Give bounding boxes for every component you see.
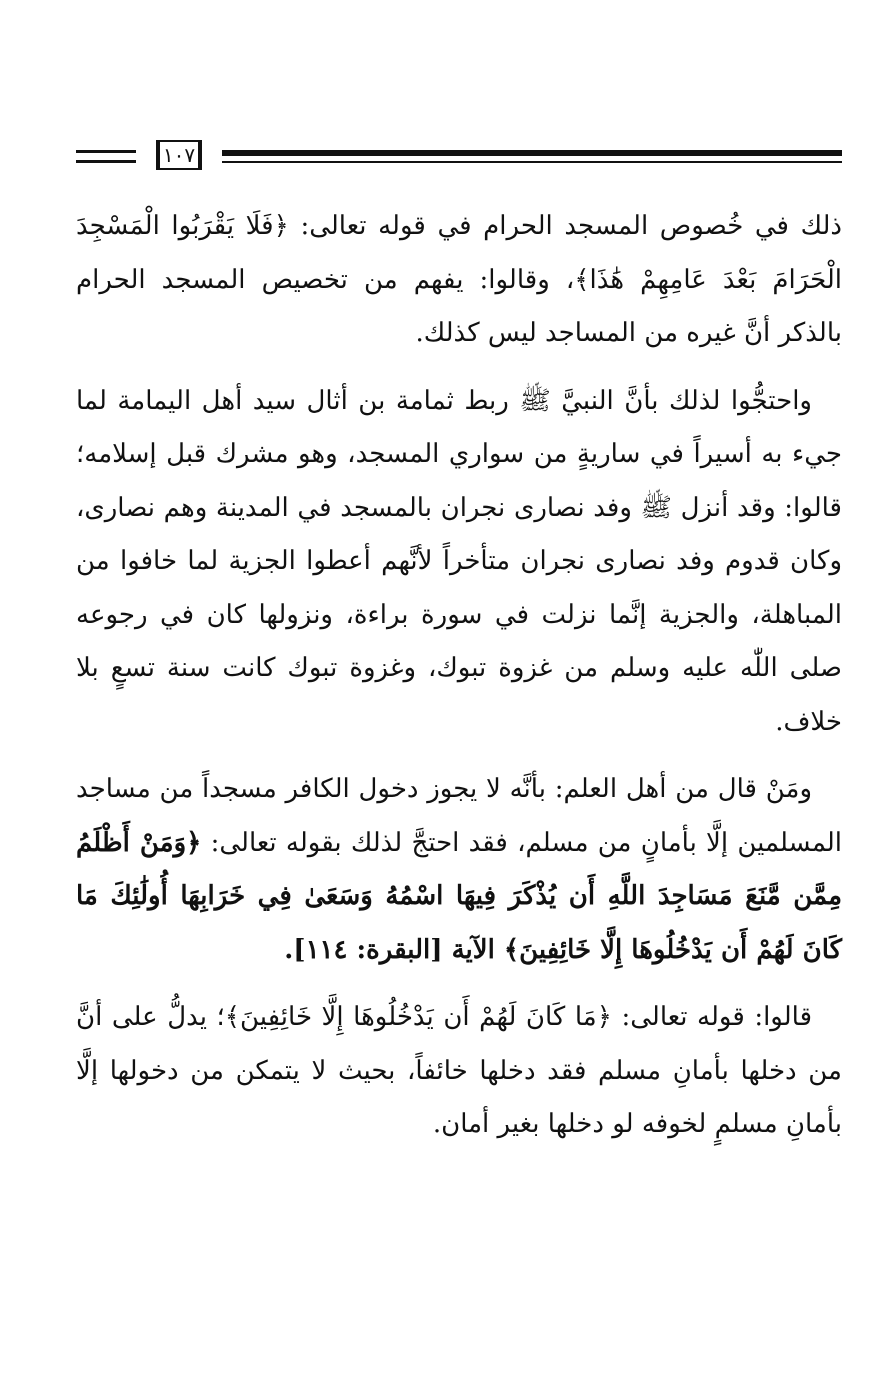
text-line: قالوا: قوله تعالى: ﴿مَا كَانَ لَهُمْ أَن يَدْخُلُوهَا إِلَّا خَائِفِينَ﴾؛ يدلُّ [157, 1002, 813, 1032]
text-line: لأنَّهم أعطوا الجزية لما خافوا من المباهلة، والجزية إنَّما نزلت [76, 546, 842, 630]
text-line: ذلك في خُصوص المسجد الحرام في قوله تعالى: ﴿فَلَا يَقْرَبُوا [159, 211, 842, 241]
text-line: إسلامه؛ قالوا: وقد أنزل ﷺ وفد نصارى نجران بالمسجد في [76, 439, 842, 523]
quran-verse-line: أُولَٰئِكَ مَا كَانَ لَهُمْ أَن يَدْخُلُوهَا إِلَّا خَائِفِينَ﴾ الآية [البقرة: ١١٤]. [76, 881, 842, 965]
text-line: المدينة وهم نصارى، وكان قدوم وفد نصارى نجران متأخراً [76, 492, 842, 576]
text-line: لما جيء به أسيراً في ساريةٍ من سواري المسجد، وهو مشرك قبل [76, 385, 842, 469]
text-line: واحتجُّوا لذلك بأنَّ النبيَّ ﷺ ربط ثمامة بن أثال سيد أهل اليمامة [106, 385, 812, 416]
text-line: مساجد المسلمين إلَّا بأمانٍ من مسلم، فقد احتجَّ لذلك بقوله تعالى: [76, 774, 843, 858]
header-rule-short [76, 150, 136, 164]
page-number: ١٠٧ [156, 140, 202, 170]
paragraph-4 [76, 991, 842, 1152]
quran-verse-line: ﴿وَمَنْ أَظْلَمُ مِمَّن مَّنَعَ مَسَاجِدَ اللَّهِ أَن يُذْكَرَ فِيهَا اسْمُهُ وَسَعَىٰ فِي خَرَابِهَا [76, 827, 842, 911]
text-line: من دخولها إلَّا بأمانِ مسلمٍ لخوفه لو دخلها بغير أمان. [76, 1055, 842, 1139]
text-line: ومَنْ قال من أهل العلم: بأنَّه لا يجوز دخول الكافر مسجداً من [150, 774, 812, 804]
running-header [76, 140, 842, 180]
text-line: المسجد الحرام بالذكر أنَّ غيره من المساجد ليس كذلك. [76, 264, 842, 348]
paragraph-1 [76, 200, 842, 361]
body-text [76, 200, 842, 1152]
text-line: من غزوة تبوك، وغزوة تبوك كانت سنة تسعٍ بلا خلاف. [76, 653, 842, 737]
paragraph-3 [76, 763, 842, 977]
text-line: الْمَسْجِدَ الْحَرَامَ بَعْدَ عَامِهِمْ هَٰذَا﴾، وقالوا: يفهم من تخصيص [76, 211, 842, 295]
header-rule-long [222, 150, 842, 166]
text-line: على أنَّ من دخلها بأمانِ مسلم فقد دخلها خائفاً، بحيث لا يتمكن [76, 1002, 842, 1086]
paragraph-2 [76, 375, 842, 750]
text-line: في سورة براءة، ونزولها كان في رجوعه صلى اللّٰه عليه وسلم [76, 599, 842, 683]
